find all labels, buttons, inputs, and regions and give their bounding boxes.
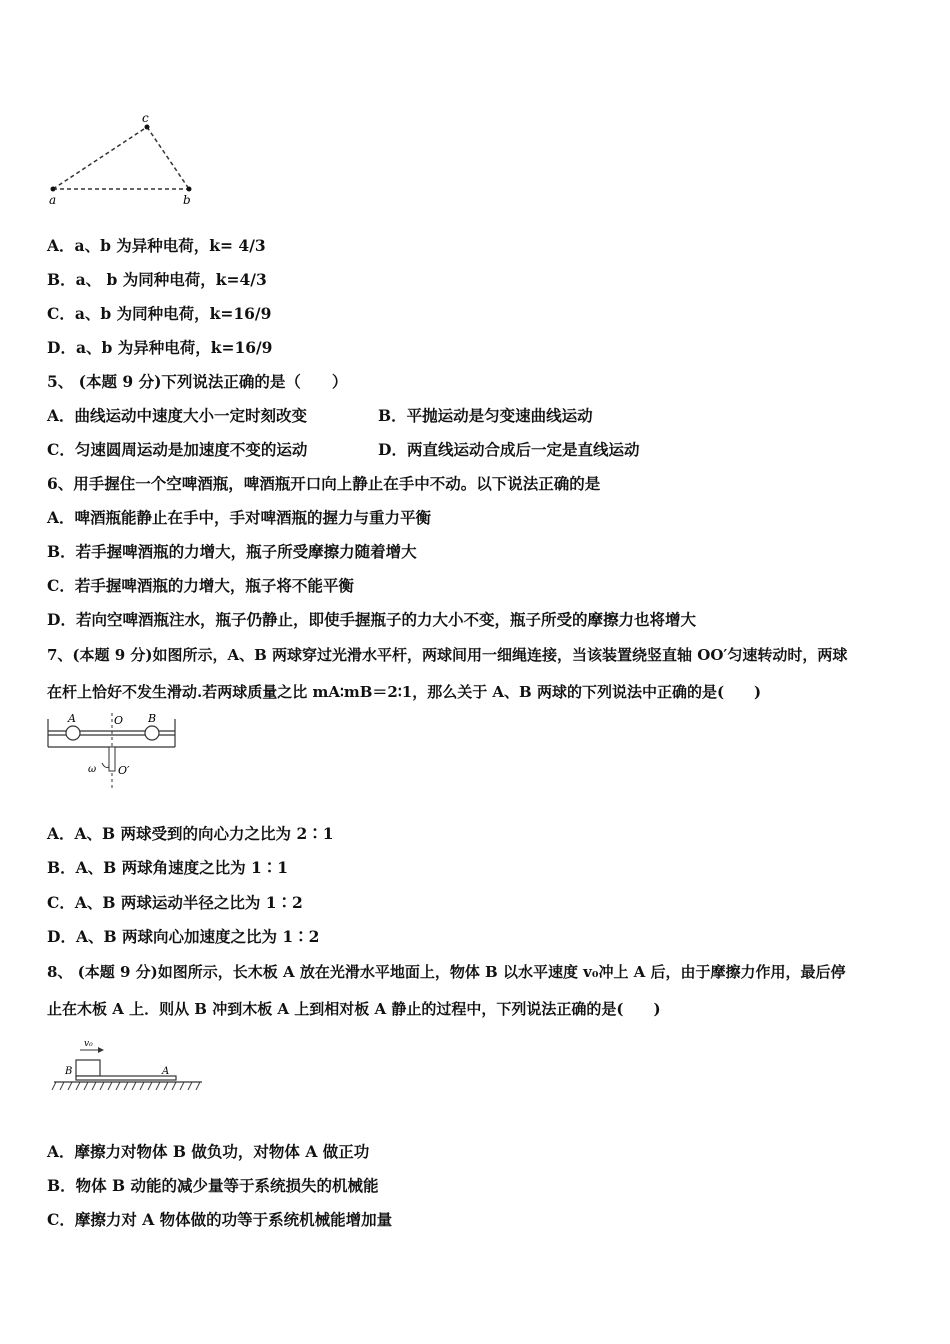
board-a	[76, 1076, 176, 1080]
label-a: a	[49, 193, 57, 207]
q8-stem-line2: 止在木板 A 上．则从 B 冲到木板 A 上到相对板 A 静止的过程中，下列说法正确的是( )	[47, 1000, 661, 1018]
label-b: b	[183, 193, 191, 207]
q7-option-b: B．A、B 两球角速度之比为 1∶1	[47, 858, 289, 877]
q7-stem-line1: 7、(本题 9 分)如图所示，A、B 两球穿过光滑水平杆，两球间用一细绳连接，当该装置绕竖直轴 OO′匀速转动时，两球	[47, 646, 848, 664]
rotating-rod-figure	[44, 713, 184, 793]
velocity-arrowhead	[98, 1047, 104, 1053]
charge-a-dot	[51, 187, 56, 192]
q7-option-c: C．A、B 两球运动半径之比为 1∶2	[47, 893, 303, 912]
triangle-charge-figure	[40, 108, 210, 208]
q4-option-c: C．a、b 为同种电荷，k=16/9	[47, 304, 272, 323]
ball-b	[145, 726, 159, 740]
ground-hatching	[52, 1082, 200, 1090]
q4-option-b: B．a、 b 为同种电荷，k=4/3	[47, 270, 267, 289]
q7-stem-line2: 在杆上恰好不发生滑动.若两球质量之比 mA∶mB＝2∶1，那么关于 A、B 两球的下列说法中正确的是( )	[47, 683, 762, 701]
label-O-prime: O′	[118, 764, 130, 777]
q8-option-c: C．摩擦力对 A 物体做的功等于系统机械能增加量	[47, 1210, 393, 1229]
q8-option-a: A．摩擦力对物体 B 做负功，对物体 A 做正功	[47, 1142, 370, 1161]
label-A: A	[68, 713, 76, 725]
rotation-arrow	[102, 763, 109, 768]
q6-option-c: C．若手握啤酒瓶的力增大，瓶子将不能平衡	[47, 576, 354, 595]
label-A: A	[162, 1066, 170, 1077]
q5-option-b: B．平抛运动是匀变速曲线运动	[378, 406, 593, 425]
label-omega: ω	[88, 764, 97, 775]
charge-b-dot	[187, 187, 192, 192]
block-board-figure	[50, 1036, 210, 1098]
q5-option-c: C．匀速圆周运动是加速度不变的运动	[47, 440, 308, 459]
q5-stem: 5、 (本题 9 分)下列说法正确的是（ ）	[47, 372, 348, 391]
q7-option-a: A．A、B 两球受到的向心力之比为 2∶1	[47, 824, 334, 843]
q6-stem: 6、用手握住一个空啤酒瓶，啤酒瓶开口向上静止在手中不动。以下说法正确的是	[47, 474, 601, 493]
q8-stem-line1: 8、 (本题 9 分)如图所示，长木板 A 放在光滑水平地面上，物体 B 以水平速度 v₀冲上 A 后，由于摩擦力作用，最后停	[47, 963, 846, 981]
block-b	[76, 1060, 100, 1076]
q7-option-d: D．A、B 两球向心加速度之比为 1∶2	[47, 927, 320, 946]
q4-option-d: D．a、b 为异种电荷，k=16/9	[47, 338, 273, 357]
label-c: c	[142, 111, 149, 125]
q5-row2	[47, 440, 640, 460]
axis-shaft	[109, 747, 115, 771]
segment-bc	[147, 127, 189, 189]
q6-option-b: B．若手握啤酒瓶的力增大，瓶子所受摩擦力随着增大	[47, 542, 417, 561]
q5-option-d: D．两直线运动合成后一定是直线运动	[378, 440, 640, 459]
q5-option-a: A．曲线运动中速度大小一定时刻改变	[47, 406, 308, 425]
q6-option-a: A．啤酒瓶能静止在手中，手对啤酒瓶的握力与重力平衡	[47, 508, 432, 527]
q8-option-b: B．物体 B 动能的减少量等于系统损失的机械能	[47, 1176, 379, 1195]
label-v0: v₀	[84, 1039, 93, 1049]
charge-c-dot	[145, 125, 150, 130]
segment-ac	[53, 127, 147, 189]
q6-option-d: D．若向空啤酒瓶注水，瓶子仍静止，即使手握瓶子的力大小不变，瓶子所受的摩擦力也将增大	[47, 610, 696, 629]
label-O: O	[114, 714, 124, 727]
label-B: B	[148, 713, 157, 725]
q5-row1	[47, 406, 593, 426]
ball-a	[66, 726, 80, 740]
label-B: B	[65, 1066, 73, 1077]
q4-option-a: A．a、b 为异种电荷，k= 4/3	[47, 236, 266, 255]
